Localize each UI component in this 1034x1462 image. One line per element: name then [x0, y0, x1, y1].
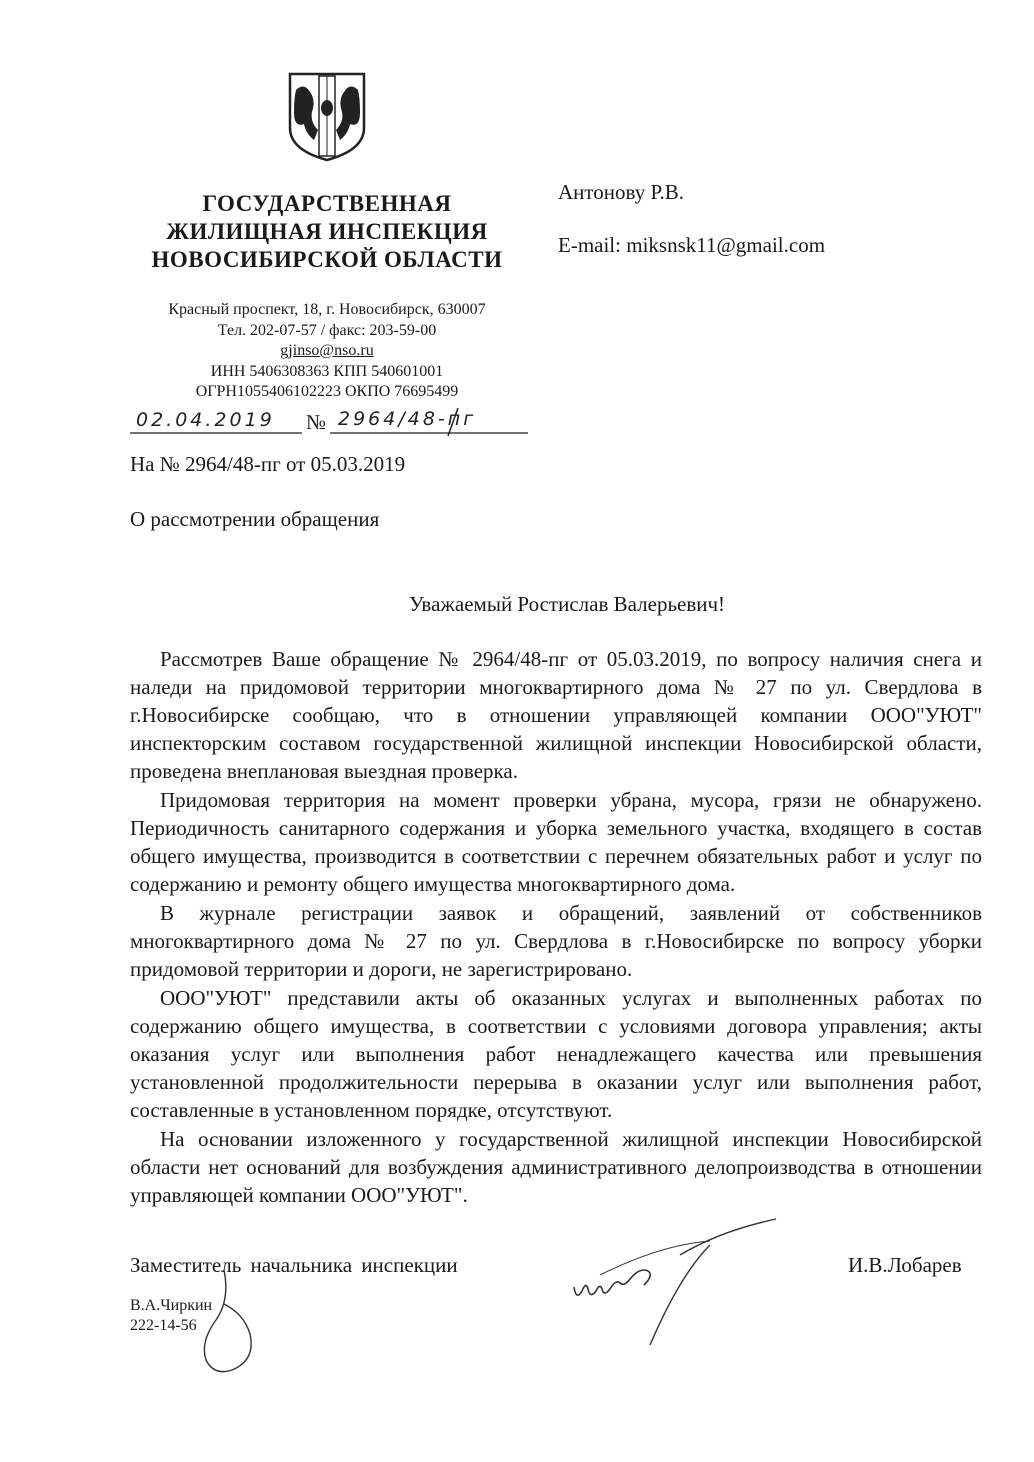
- coat-of-arms-emblem: [286, 70, 368, 162]
- registration-number: 2964/48-пг: [338, 408, 477, 430]
- organization-contacts: [118, 300, 536, 403]
- org-ogrn-okpo: ОГРН1055406102223 ОКПО 76695499: [195, 383, 459, 400]
- executor-name: В.А.Чиркин: [130, 1297, 213, 1314]
- letter-subject: О рассмотрении обращения: [130, 507, 380, 531]
- reference-line: На № 2964/48-пг от 05.03.2019: [130, 452, 406, 476]
- org-phone: Тел. 202-07-57 / факс: 203-59-00: [217, 321, 437, 339]
- body-paragraph: ООО"УЮТ" представили акты об оказанных услугах и выполненных работах по содержанию общего имущества, в соответствии с условиями договора управления; акты оказания услуг или выполнения работ ненадлежащего качества или превышения установленной продолжительности перерыва в оказании услуг или выполнения работ, составленные в установленном порядке, отсутствуют.: [130, 986, 982, 1122]
- recipient-name: Антонову Р.В.: [558, 180, 685, 204]
- registration-line: [130, 406, 530, 440]
- org-email-link[interactable]: gjinso@nso.ru: [280, 342, 374, 359]
- body-paragraph: Придомовая территория на момент проверки убрана, мусора, грязи не обнаружено. Периодичность санитарного содержания и уборка земельного участка, входящего в состав общего имущества, производится в соответствии с перечнем обязательных работ и услуг по содержанию и ремонту общего имущества многоквартирного дома.: [130, 788, 982, 896]
- handwritten-initials: [190, 1270, 270, 1380]
- signer-name: И.В.Лобарев: [848, 1253, 962, 1277]
- registration-date: 02.04.2019: [136, 409, 275, 431]
- registration-number-sign: №: [306, 410, 327, 434]
- org-line-1: ГОСУДАРСТВЕННАЯ: [202, 191, 452, 216]
- handwritten-signature: [560, 1215, 790, 1365]
- org-inn-kpp: ИНН 5406308363 КПП 540601001: [210, 362, 444, 380]
- org-line-2: ЖИЛИЩНАЯ ИНСПЕКЦИЯ: [166, 219, 488, 244]
- recipient-email: E-mail: miksnsk11@gmail.com: [558, 233, 826, 257]
- greeting: Уважаемый Ростислав Валерьевич!: [408, 592, 726, 616]
- org-line-3: НОВОСИБИРСКОЙ ОБЛАСТИ: [151, 247, 503, 272]
- body-paragraph: Рассмотрев Ваше обращение № 2964/48-пг от 05.03.2019, по вопросу наличия снега и наледи на придомовой территории многоквартирного дома № 27 по ул. Свердлова в г.Новосибирске сообщаю, что в отношении управляющей компании ООО"УЮТ" инспекторским составом государственной жилищной инспекции Новосибирской области, проведена внеплановая выездная проверка.: [130, 647, 982, 783]
- executor-phone: 222-14-56: [130, 1317, 197, 1334]
- body-paragraph: В журнале регистрации заявок и обращений, заявлений от собственников многоквартирного дома № 27 по ул. Свердлова в г.Новосибирске по вопросу уборки придомовой территории и дороги, не зарегистрировано.: [130, 901, 982, 981]
- org-address: Красный проспект, 18, г. Новосибирск, 630007: [168, 301, 486, 318]
- organization-name: [118, 190, 536, 274]
- body-paragraph: На основании изложенного у государственной жилищной инспекции Новосибирской области нет оснований для возбуждения административного делопроизводства в отношении управляющей компании ООО"УЮТ".: [130, 1127, 982, 1207]
- letter-body: [130, 645, 982, 1210]
- signer-title: Заместитель начальника инспекции: [130, 1253, 458, 1277]
